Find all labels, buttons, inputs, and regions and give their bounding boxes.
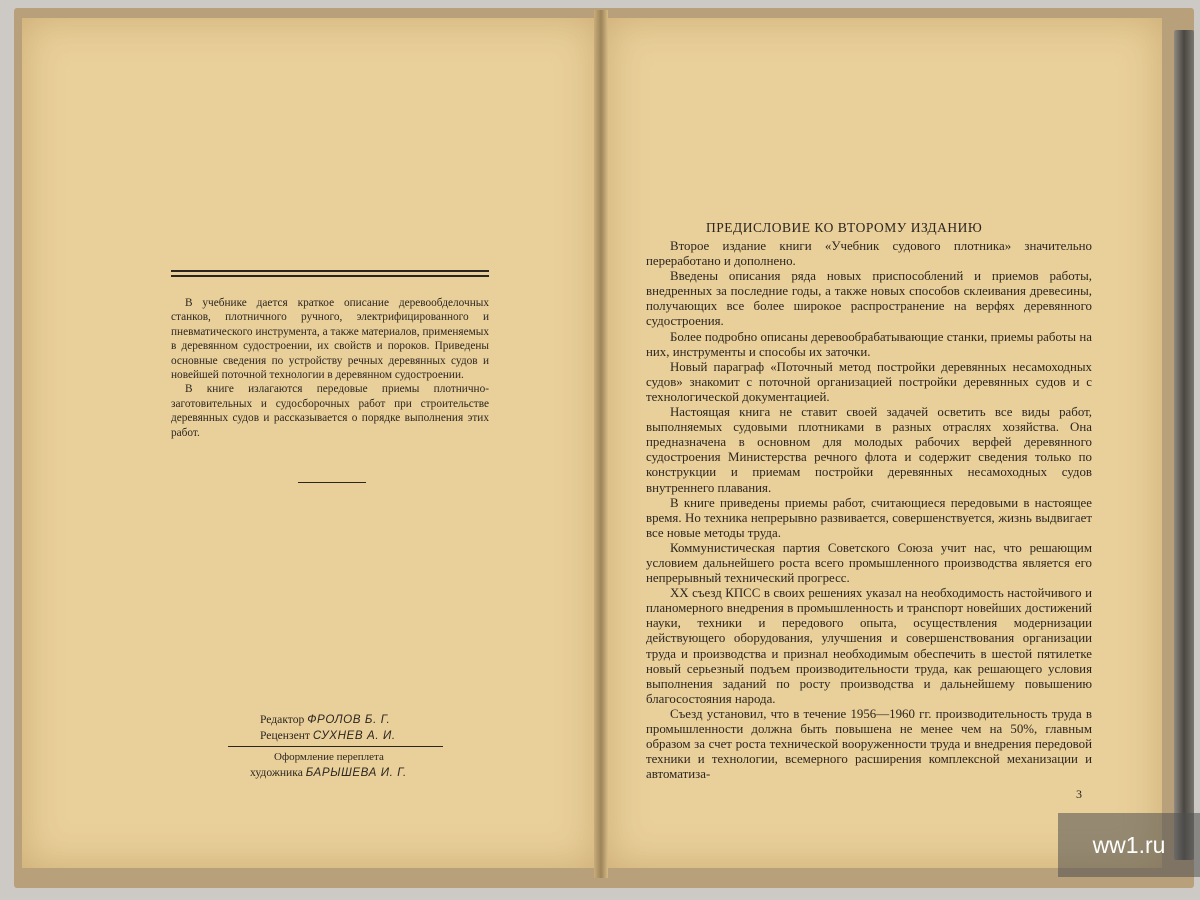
preface-paragraph: Настоящая книга не ставит своей задачей осветить все виды работ, выполняемых судовыми плотниками в разных отраслях хозяйства. Она предназначена в основном для молодых рабочих верфей деревянного судостроения Министерства речного флота и содержит сведения только по конструкции и приемам постройки деревянных несамоходных судов внутреннего плавания. [646, 405, 1092, 495]
preface-paragraph: Коммунистическая партия Советского Союза учит нас, что решающим условием дальнейшего роста всего промышленного производства является его непрерывный технический прогресс. [646, 540, 1092, 586]
annotation-paragraph: В книге излагаются передовые приемы плотнично-заготовительных и судосборочных работ при строительстве деревянных судов и рассказывается о порядке выполнения этих работ. [171, 383, 489, 439]
annotation-paragraph: В учебнике дается краткое описание деревообделочных станков, плотничного ручного, электрифицированного и пневматического инструмента, а также материалов, применяемых в деревянном судостроении, их свойств и пороков. Приведены основные сведения по устройству речных деревянных судов и новейшей поточной технологии в деревянном судостроении. [171, 297, 489, 382]
annotation-block [171, 296, 489, 440]
preface-title: ПРЕДИСЛОВИЕ КО ВТОРОМУ ИЗДАНИЮ [706, 220, 983, 235]
annotation-bottom-rule [298, 482, 366, 483]
preface-paragraph: Новый параграф «Поточный метод постройки деревянных несамоходных судов» знакомит с поточной организацией постройки деревянных судов и с технологической документацией. [646, 359, 1092, 404]
reviewer-label: Рецензент [260, 729, 310, 742]
site-watermark: ww1.ru [1058, 813, 1200, 877]
preface-paragraph: Второе издание книги «Учебник судового плотника» значительно переработано и дополнено. [646, 239, 1092, 269]
artist-name: БАРЫШЕВА И. Г. [305, 766, 407, 779]
credits-block [228, 712, 443, 781]
page-number: 3 [1076, 787, 1082, 801]
book-gutter [594, 10, 608, 878]
editor-name: ФРОЛОВ Б. Г. [307, 713, 391, 726]
preface-paragraph: Введены описания ряда новых приспособлений и приемов работы, внедренных за последние годы, а также новых способов склеивания древесины, получающих все более широкое распространение на верфях деревянного судостроения. [646, 269, 1092, 329]
preface-paragraph: XX съезд КПСС в своих решениях указал на необходимость настойчивого и планомерного внедрения в промышленность и транспорт новейших достижений науки, техники и передового опыта, осуществления модернизации действующего оборудования, улучшения и совершенствования организации труда и производства и признал необходимым обеспечить в шестой пятилетке новый серьезный подъем производительности труда, как решающего условия выполнения заданий по росту производства и дальнейшему повышению благосостояния народа. [646, 586, 1092, 706]
cover-design-line: Оформление переплета [274, 751, 384, 763]
page-edges [1174, 30, 1194, 860]
editor-line [228, 712, 443, 728]
preface-body [646, 239, 1092, 782]
artist-label: художника [250, 766, 303, 779]
preface-paragraph: Более подробно описаны деревообрабатывающие станки, приемы работы на них, инструменты и способы их заточки. [646, 329, 1092, 359]
artist-line [228, 765, 443, 781]
annotation-top-rule [171, 270, 489, 280]
reviewer-name: СУХНЕВ А. И. [312, 729, 396, 742]
editor-label: Редактор [260, 713, 305, 726]
preface-paragraph: Съезд установил, что в течение 1956—1960 гг. производительность труда в промышленности должна быть повышена не менее чем на 50%, главным образом за счет роста технической вооруженности труда и внедрения передовой техники и технологии, всемерного расширения комплексной механизации и автоматиза- [646, 706, 1092, 782]
preface-paragraph: В книге приведены приемы работ, считающиеся передовыми в настоящее время. Но техника непрерывно развивается, совершенствуется, жизнь выдвигает все новые методы труда. [646, 495, 1092, 540]
reviewer-line [228, 728, 443, 747]
